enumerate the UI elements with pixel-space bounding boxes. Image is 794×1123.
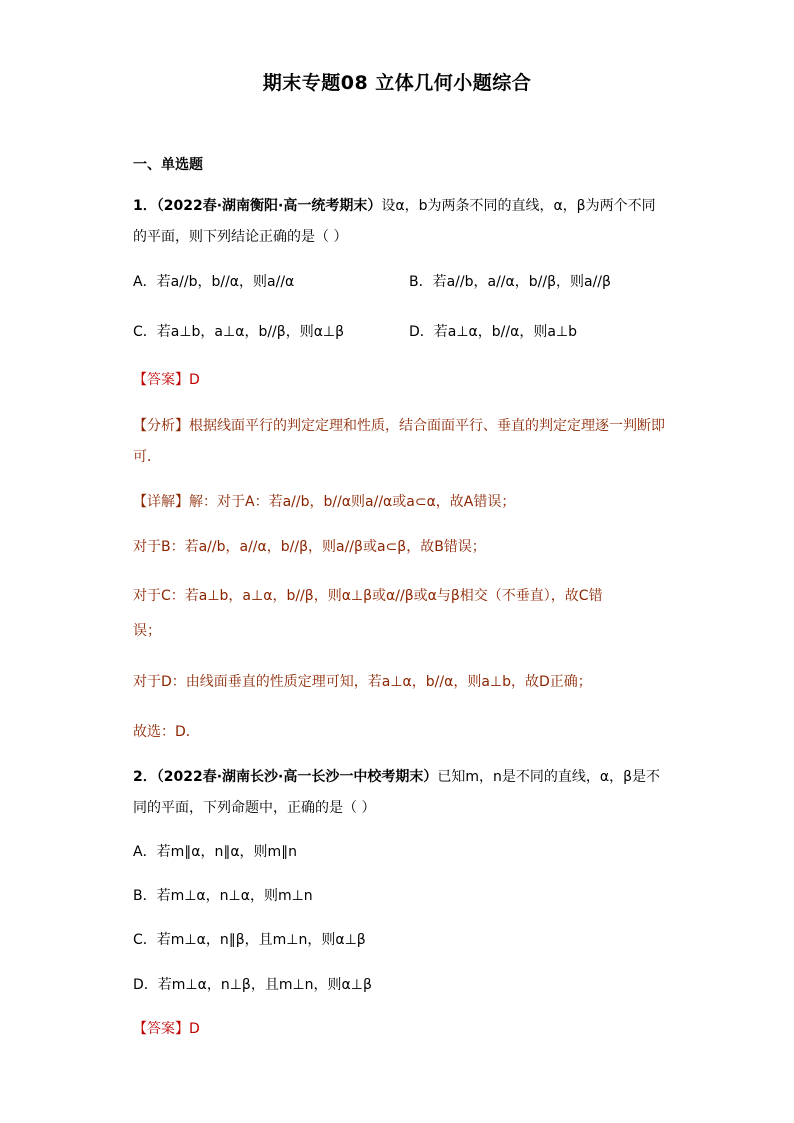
q1-option-a: A．若a//b，b//α，则a//α	[133, 274, 295, 290]
q2-answer: 【答案】D	[133, 1021, 200, 1037]
q1-option-c: C．若a⊥b，a⊥α，b//β，则α⊥β	[133, 324, 345, 340]
q1-detail-line1: 【详解】解：对于A：若a//b，b//α则a//α或a⊂α，故A错误；	[133, 494, 516, 510]
q1-analysis-line1: 【分析】根据线面平行的判定定理和性质，结合面面平行、垂直的判定定理逐一判断即	[133, 418, 665, 434]
section-heading: 一、单选题	[133, 157, 203, 173]
q1-stem-line2: 的平面，则下列结论正确的是（ ）	[133, 229, 348, 245]
q2-option-b: B．若m⊥α，n⊥α，则m⊥n	[133, 888, 313, 904]
q1-detail-line2: 对于B：若a//b，a//α，b//β，则a//β或a⊂β，故B错误；	[133, 539, 486, 555]
q2-stem-line2: 同的平面，下列命题中，正确的是（ ）	[133, 800, 376, 816]
q1-option-b: B．若a//b，a//α，b//β，则a//β	[409, 274, 611, 290]
q2-stem-text: 已知m，n是不同的直线，α，β是不	[437, 769, 661, 785]
q1-detail-line5: 对于D：由线面垂直的性质定理可知，若a⊥α，b//α，则a⊥b，故D正确；	[133, 674, 592, 690]
q1-answer: 【答案】D	[133, 372, 200, 388]
q1-detail-line3: 对于C：若a⊥b，a⊥α，b//β，则α⊥β或α//β或α与β相交（不垂直），故C错	[133, 588, 603, 604]
q2-option-a: A．若m∥α，n∥α，则m∥n	[133, 844, 298, 860]
q1-detail-line4: 误；	[133, 623, 161, 639]
q2-stem-line1	[133, 767, 660, 787]
q1-option-d: D．若a⊥α，b//α，则a⊥b	[409, 324, 577, 340]
q1-analysis-line2: 可．	[133, 449, 161, 465]
q1-stem-text: 设α，b为两条不同的直线，α，β为两个不同	[381, 198, 656, 214]
q1-number-source: 1．（2022春·湖南衡阳·高一统考期末）	[133, 198, 382, 214]
q1-stem-line1	[133, 196, 656, 216]
q2-option-c: C．若m⊥α，n∥β，且m⊥n，则α⊥β	[133, 932, 366, 948]
q2-option-d: D．若m⊥α，n⊥β，且m⊥n，则α⊥β	[133, 977, 372, 993]
q2-number-source: 2．（2022春·湖南长沙·高一长沙一中校考期末）	[133, 769, 438, 785]
page-title: 期末专题08 立体几何小题综合	[262, 72, 532, 94]
q1-conclusion: 故选：D．	[133, 724, 200, 740]
